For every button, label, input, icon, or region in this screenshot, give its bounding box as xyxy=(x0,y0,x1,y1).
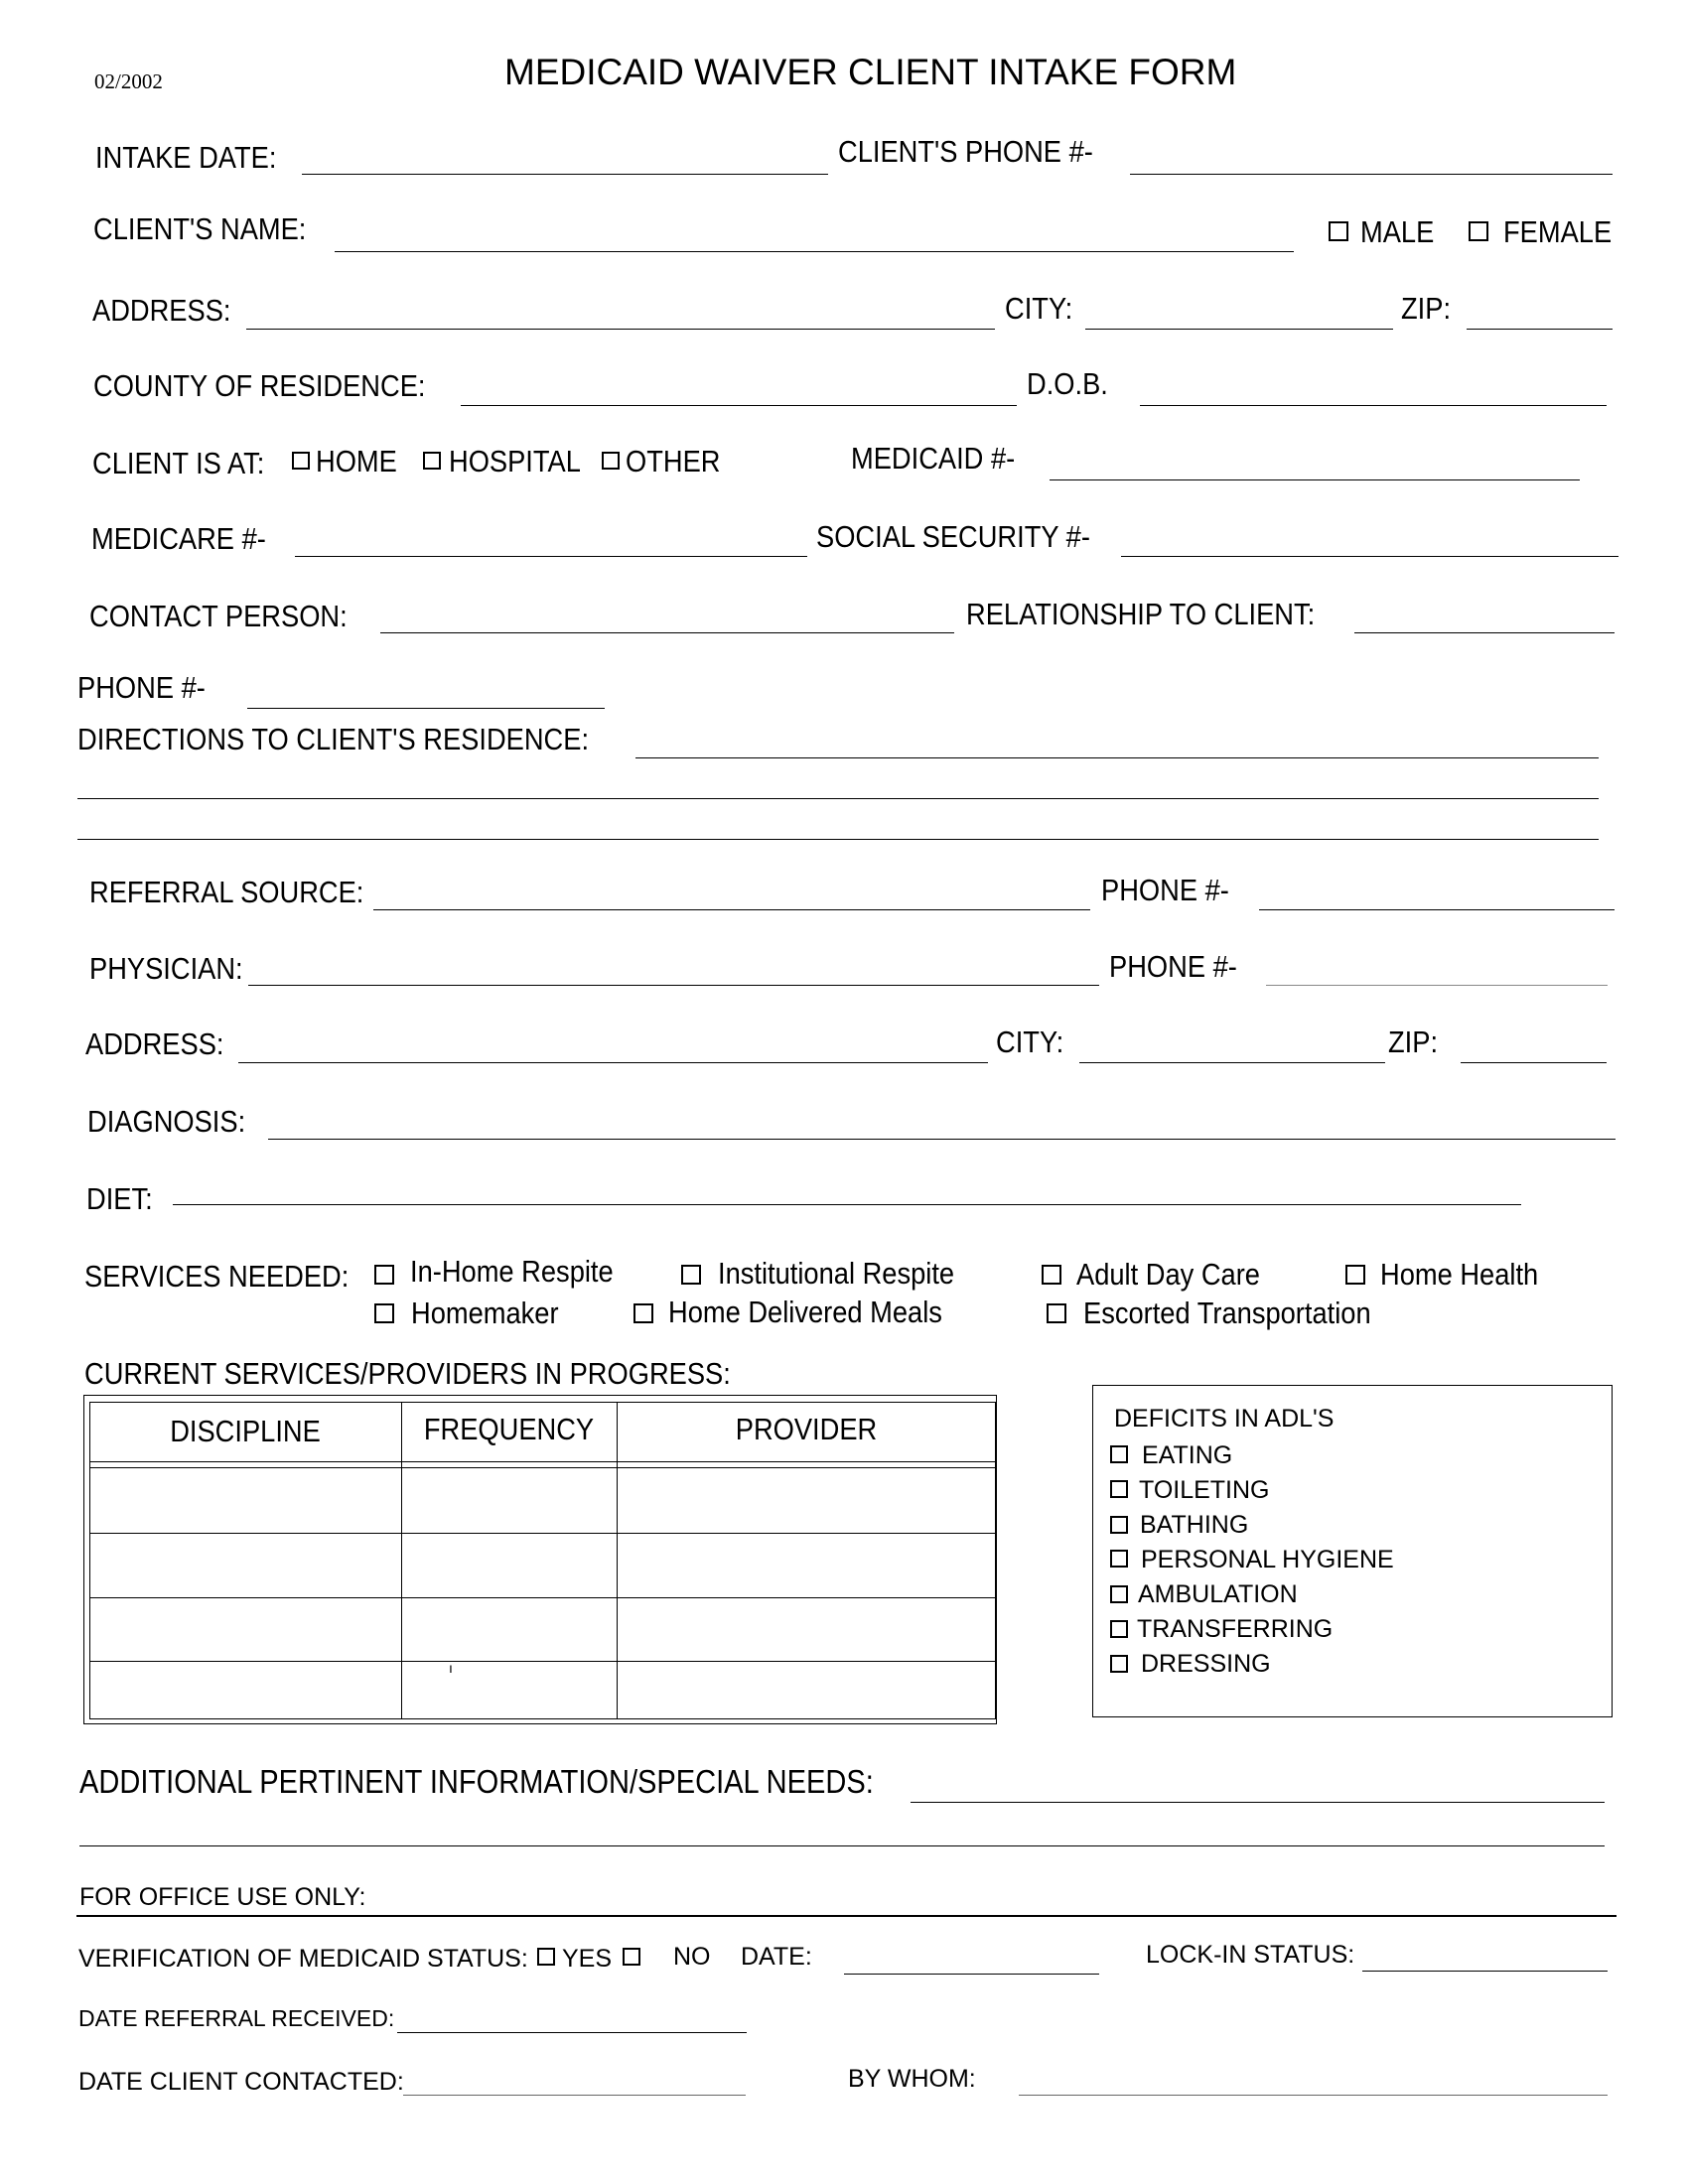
service-label-homemaker: Homemaker xyxy=(411,1296,559,1330)
diagnosis-field[interactable] xyxy=(268,1139,1616,1140)
physician-label: PHYSICIAN: xyxy=(89,951,243,986)
physician-field[interactable] xyxy=(248,985,1099,986)
adl-checkbox-dressing[interactable] xyxy=(1110,1655,1128,1673)
contact-person-label: CONTACT PERSON: xyxy=(89,599,348,633)
physician-address-field[interactable] xyxy=(238,1062,988,1063)
physician-phone-field[interactable] xyxy=(1266,985,1608,986)
directions-field-line-2[interactable] xyxy=(77,798,1599,799)
service-checkbox-homemaker[interactable] xyxy=(374,1303,394,1323)
table-header-frequency: FREQUENCY xyxy=(423,1412,595,1446)
table-header-provider: PROVIDER xyxy=(735,1412,878,1446)
directions-field-line-3[interactable] xyxy=(77,839,1599,840)
diagnosis-label: DIAGNOSIS: xyxy=(87,1104,246,1139)
contact-phone-label: PHONE #- xyxy=(77,670,206,705)
current-services-label: CURRENT SERVICES/PROVIDERS IN PROGRESS: xyxy=(84,1356,731,1391)
adl-label-toileting: TOILETING xyxy=(1139,1476,1270,1504)
home-label: HOME xyxy=(316,444,397,478)
verification-no-checkbox[interactable] xyxy=(623,1948,640,1966)
referral-received-label: DATE REFERRAL RECEIVED: xyxy=(78,2005,395,2031)
dob-field[interactable] xyxy=(1140,405,1607,406)
dob-label: D.O.B. xyxy=(1027,366,1108,401)
service-checkbox-institutional-respite[interactable] xyxy=(681,1265,701,1285)
form-revision: 02/2002 xyxy=(94,69,163,93)
relationship-field[interactable] xyxy=(1354,632,1615,633)
physician-phone-label: PHONE #- xyxy=(1109,949,1237,984)
office-use-divider xyxy=(76,1915,1617,1917)
adl-checkbox-eating[interactable] xyxy=(1110,1445,1128,1463)
adl-checkbox-toileting[interactable] xyxy=(1110,1480,1128,1498)
adl-label-bathing: BATHING xyxy=(1140,1511,1249,1539)
table-row-divider-2 xyxy=(89,1597,996,1598)
other-checkbox[interactable] xyxy=(602,452,620,470)
adl-label-eating: EATING xyxy=(1142,1441,1233,1469)
physician-zip-field[interactable] xyxy=(1461,1062,1607,1063)
table-header-discipline: DISCIPLINE xyxy=(170,1414,321,1448)
medicare-label: MEDICARE #- xyxy=(91,521,266,556)
male-checkbox[interactable] xyxy=(1329,221,1348,241)
adl-label-dressing: DRESSING xyxy=(1141,1650,1271,1678)
referral-source-field[interactable] xyxy=(373,909,1090,910)
intake-date-field[interactable] xyxy=(302,174,828,175)
physician-address-label: ADDRESS: xyxy=(85,1026,224,1061)
additional-info-field-line-1[interactable] xyxy=(911,1802,1605,1803)
verification-no-label: NO xyxy=(673,1943,711,1971)
form-title: MEDICAID WAIVER CLIENT INTAKE FORM xyxy=(504,52,1237,92)
table-header-divider xyxy=(89,1461,996,1462)
diet-label: DIET: xyxy=(86,1181,153,1216)
county-field[interactable] xyxy=(461,405,1017,406)
verification-date-field[interactable] xyxy=(844,1974,1099,1975)
home-checkbox[interactable] xyxy=(292,452,310,470)
additional-info-field-line-2[interactable] xyxy=(79,1845,1605,1846)
table-row-divider-1 xyxy=(89,1533,996,1534)
medicaid-field[interactable] xyxy=(1050,479,1580,480)
client-address-field[interactable] xyxy=(246,329,995,330)
client-is-at-label: CLIENT IS AT: xyxy=(92,446,265,480)
adl-checkbox-personal-hygiene[interactable] xyxy=(1110,1550,1128,1568)
diet-field[interactable] xyxy=(173,1204,1521,1205)
client-name-field[interactable] xyxy=(335,251,1294,252)
other-label: OTHER xyxy=(626,444,721,478)
service-checkbox-in-home-respite[interactable] xyxy=(374,1265,394,1285)
client-city-label: CITY: xyxy=(1005,291,1073,326)
services-needed-label: SERVICES NEEDED: xyxy=(84,1259,350,1294)
service-checkbox-escorted-transportation[interactable] xyxy=(1047,1303,1066,1323)
referral-phone-label: PHONE #- xyxy=(1101,873,1229,907)
ssn-field[interactable] xyxy=(1121,556,1618,557)
relationship-label: RELATIONSHIP TO CLIENT: xyxy=(966,597,1316,631)
verification-label: VERIFICATION OF MEDICAID STATUS: xyxy=(78,1945,528,1973)
female-checkbox[interactable] xyxy=(1469,221,1488,241)
adl-title: DEFICITS IN ADL'S xyxy=(1114,1405,1335,1433)
service-label-adult-day-care: Adult Day Care xyxy=(1076,1257,1260,1292)
directions-label: DIRECTIONS TO CLIENT'S RESIDENCE: xyxy=(77,722,590,756)
client-phone-field[interactable] xyxy=(1130,174,1613,175)
client-phone-label: CLIENT'S PHONE #- xyxy=(838,134,1093,169)
additional-info-label: ADDITIONAL PERTINENT INFORMATION/SPECIAL NEEDS: xyxy=(79,1763,874,1800)
adl-checkbox-ambulation[interactable] xyxy=(1110,1585,1128,1603)
contact-person-field[interactable] xyxy=(380,632,954,633)
medicaid-label: MEDICAID #- xyxy=(851,441,1016,476)
client-name-label: CLIENT'S NAME: xyxy=(93,211,307,246)
lockin-status-label: LOCK-IN STATUS: xyxy=(1146,1941,1355,1969)
service-label-institutional-respite: Institutional Respite xyxy=(718,1256,955,1291)
adl-checkbox-transferring[interactable] xyxy=(1110,1620,1128,1638)
male-label: MALE xyxy=(1360,214,1435,249)
by-whom-field[interactable] xyxy=(1019,2095,1608,2096)
client-zip-label: ZIP: xyxy=(1401,291,1452,326)
intake-date-label: INTAKE DATE: xyxy=(95,140,277,175)
directions-field-line-1[interactable] xyxy=(635,757,1599,758)
ssn-label: SOCIAL SECURITY #- xyxy=(816,519,1090,554)
service-label-home-health: Home Health xyxy=(1380,1257,1539,1292)
table-row[interactable] xyxy=(90,1535,995,1596)
referral-phone-field[interactable] xyxy=(1259,909,1615,910)
contact-phone-field[interactable] xyxy=(247,708,605,709)
table-row[interactable] xyxy=(90,1660,995,1718)
service-label-home-delivered-meals: Home Delivered Meals xyxy=(668,1295,942,1329)
adl-label-transferring: TRANSFERRING xyxy=(1137,1615,1334,1643)
referral-received-field[interactable] xyxy=(397,2032,747,2033)
client-contacted-field[interactable] xyxy=(403,2095,746,2096)
service-checkbox-adult-day-care[interactable] xyxy=(1042,1265,1061,1285)
adl-label-ambulation: AMBULATION xyxy=(1138,1580,1298,1608)
client-contacted-label: DATE CLIENT CONTACTED: xyxy=(78,2068,404,2096)
medicare-field[interactable] xyxy=(295,556,807,557)
physician-zip-label: ZIP: xyxy=(1388,1024,1439,1059)
adl-checkbox-bathing[interactable] xyxy=(1110,1516,1128,1534)
client-city-field[interactable] xyxy=(1085,329,1393,330)
service-label-escorted-transportation: Escorted Transportation xyxy=(1083,1296,1371,1330)
client-zip-field[interactable] xyxy=(1467,329,1613,330)
lockin-status-field[interactable] xyxy=(1362,1971,1608,1972)
table-header-divider-double xyxy=(89,1467,996,1468)
table-row[interactable] xyxy=(90,1599,995,1660)
hospital-checkbox[interactable] xyxy=(423,452,441,470)
service-checkbox-home-delivered-meals[interactable] xyxy=(633,1303,653,1323)
office-use-label: FOR OFFICE USE ONLY: xyxy=(79,1883,366,1911)
referral-source-label: REFERRAL SOURCE: xyxy=(89,875,364,909)
by-whom-label: BY WHOM: xyxy=(848,2065,976,2093)
client-address-label: ADDRESS: xyxy=(92,293,231,328)
hospital-label: HOSPITAL xyxy=(449,444,581,478)
service-checkbox-home-health[interactable] xyxy=(1345,1265,1365,1285)
table-row[interactable] xyxy=(90,1469,995,1532)
stray-mark: ı xyxy=(449,1660,453,1676)
table-row-divider-3 xyxy=(89,1661,996,1662)
verification-date-label: DATE: xyxy=(741,1943,812,1971)
service-label-in-home-respite: In-Home Respite xyxy=(410,1254,614,1289)
physician-city-label: CITY: xyxy=(996,1024,1064,1059)
verification-yes-label: YES xyxy=(562,1945,613,1973)
female-label: FEMALE xyxy=(1503,214,1613,249)
county-label: COUNTY OF RESIDENCE: xyxy=(93,368,426,403)
physician-city-field[interactable] xyxy=(1079,1062,1385,1063)
verification-yes-checkbox[interactable] xyxy=(537,1948,555,1966)
adl-label-personal-hygiene: PERSONAL HYGIENE xyxy=(1141,1546,1394,1573)
